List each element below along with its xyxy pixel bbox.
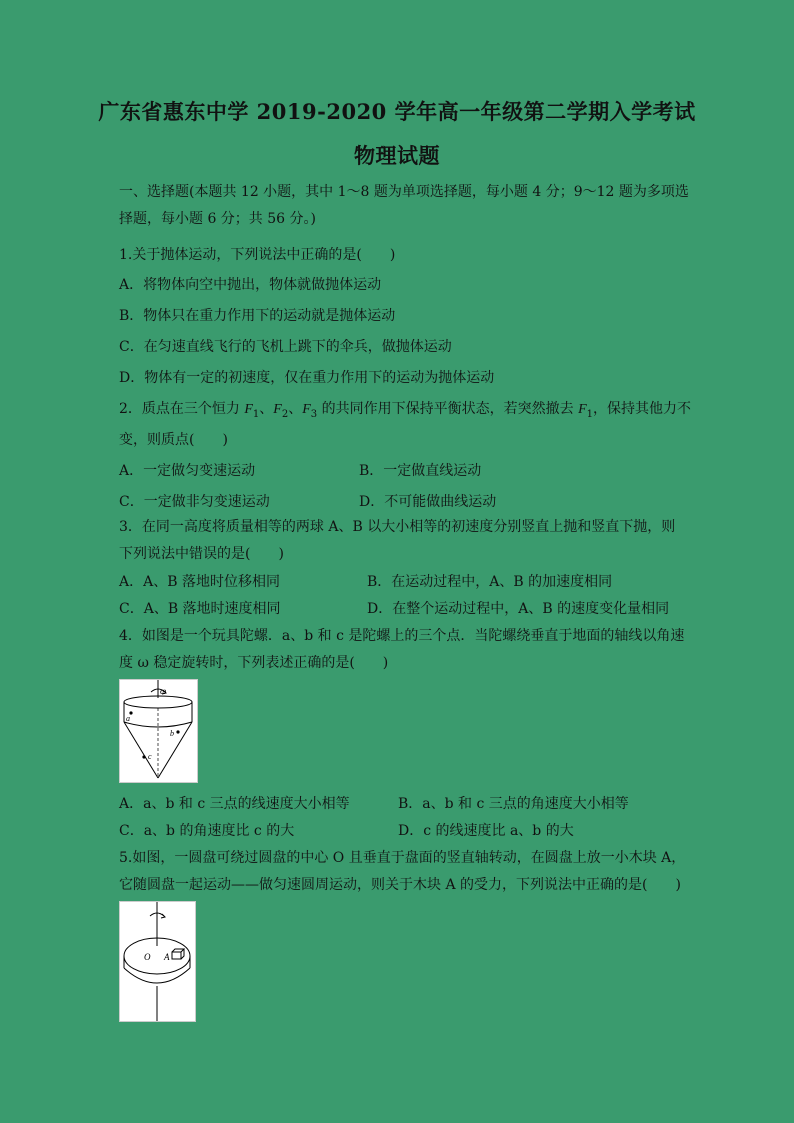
omega-label: ω xyxy=(160,686,167,696)
q5-stem-cont: 它随圆盘一起运动——做匀速圆周运动，则关于木块 A 的受力，下列说法中正确的是( ) xyxy=(119,877,681,893)
q2-stem xyxy=(119,398,691,420)
q2-option-d: D．不可能做曲线运动 xyxy=(359,494,497,510)
q2-stem-pre: 2．质点在三个恒力 xyxy=(119,401,245,417)
point-b-label: b xyxy=(170,729,174,738)
point-a-label: a xyxy=(126,714,130,723)
f1-again: F xyxy=(578,402,587,417)
q4-option-b: B．a、b 和 c 三点的角速度大小相等 xyxy=(398,796,629,812)
q3-stem-cont: 下列说法中错误的是( ) xyxy=(119,546,284,562)
q1-option-c: C．在匀速直线飞行的飞机上跳下的伞兵，做抛体运动 xyxy=(119,339,452,355)
q2-option-b: B．一定做直线运动 xyxy=(359,463,482,479)
q3-option-b: B．在运动过程中，A、B 的加速度相同 xyxy=(367,574,613,590)
disc-diagram xyxy=(120,902,195,1021)
q4-option-d: D．c 的线速度比 a、b 的大 xyxy=(398,823,574,839)
f1-again-sub: 1 xyxy=(586,408,594,420)
top-figure xyxy=(119,679,198,783)
page-subtitle: 物理试题 xyxy=(354,143,440,168)
sep2: 、 xyxy=(288,401,303,417)
f3-sub: 3 xyxy=(310,408,318,420)
q1-option-d: D．物体有一定的初速度，仅在重力作用下的运动为抛体运动 xyxy=(119,370,495,386)
q1-stem: 1.关于抛体运动，下列说法中正确的是( ) xyxy=(119,247,396,263)
q5-stem: 5.如图，一圆盘可绕过圆盘的中心 O 且垂直于盘面的竖直轴转动，在圆盘上放一小木块 A， xyxy=(119,850,686,866)
q2-stem-cont: 变，则质点( ) xyxy=(119,432,228,448)
q3-stem: 3．在同一高度将质量相等的两球 A、B 以大小相等的初速度分别竖直上抛和竖直下抛，则 xyxy=(119,519,676,535)
f3: F xyxy=(302,402,311,417)
f1-sub: 1 xyxy=(252,408,260,420)
q4-option-a: A．a、b 和 c 三点的线速度大小相等 xyxy=(119,796,350,812)
q2-stem-end: ，保持其他力不 xyxy=(593,401,692,417)
f2: F xyxy=(273,402,282,417)
section-heading: 一、选择题(本题共 12 小题，其中 1～8 题为单项选择题，每小题 4 分；9～12 题为多项选 xyxy=(119,184,689,200)
q2-option-a: A．一定做匀变速运动 xyxy=(119,463,256,479)
block-a-label: A xyxy=(164,952,170,962)
page-title: 广东省惠东中学 2019-2020 学年高一年级第二学期入学考试 xyxy=(98,99,696,124)
q3-option-a: A．A、B 落地时位移相同 xyxy=(119,574,280,590)
f2-sub: 2 xyxy=(281,408,289,420)
sep1: 、 xyxy=(259,401,274,417)
section-heading-cont: 择题，每小题 6 分；共 56 分。) xyxy=(119,211,316,227)
q1-option-b: B．物体只在重力作用下的运动就是抛体运动 xyxy=(119,308,396,324)
top-diagram xyxy=(120,680,197,782)
q4-option-c: C．a、b 的角速度比 c 的大 xyxy=(119,823,295,839)
disc-figure xyxy=(119,901,196,1022)
q3-option-d: D．在整个运动过程中，A、B 的速度变化量相同 xyxy=(367,601,670,617)
q4-stem: 4．如图是一个玩具陀螺．a、b 和 c 是陀螺上的三个点．当陀螺绕垂直于地面的轴线以角速 xyxy=(119,628,685,644)
q2-option-c: C．一定做非匀变速运动 xyxy=(119,494,270,510)
point-c-label: c xyxy=(148,752,152,761)
f1: F xyxy=(244,402,253,417)
q4-stem-cont: 度 ω 稳定旋转时，下列表述正确的是( ) xyxy=(119,655,389,671)
q2-stem-post: 的共同作用下保持平衡状态，若突然撤去 xyxy=(317,401,579,417)
q3-option-c: C．A、B 落地时速度相同 xyxy=(119,601,281,617)
center-o-label: O xyxy=(144,952,151,962)
q1-option-a: A．将物体向空中抛出，物体就做抛体运动 xyxy=(119,277,382,293)
